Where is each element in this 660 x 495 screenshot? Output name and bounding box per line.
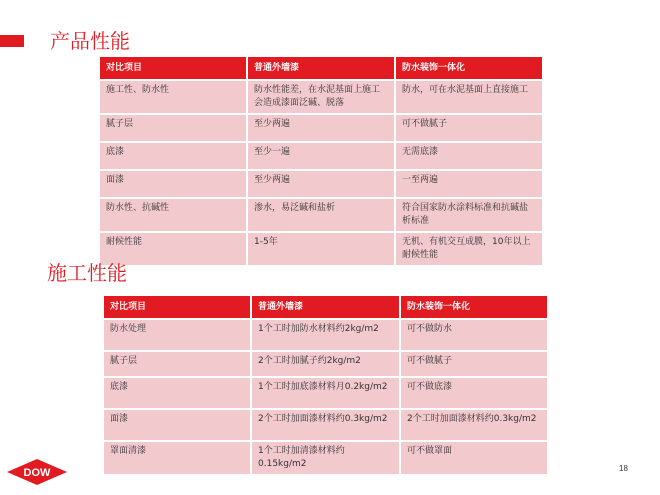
table-cell: 可不做防水 [401,320,547,350]
table-row [100,115,542,141]
table-cell: 可不做腻子 [396,115,542,141]
table-cell: 1-5年 [248,233,394,265]
column-header: 防水装饰一体化 [401,296,547,318]
table-cell: 面漆 [104,410,250,440]
table-row [104,320,547,350]
table-cell: 1个工时加清漆材料约0.15kg/m2 [252,442,399,474]
table-row [100,199,542,231]
section-title-construction-performance: 施工性能 [47,261,127,285]
table-cell: 符合国家防水涂料标准和抗碱盐析标准 [396,199,542,231]
table-cell: 底漆 [100,143,246,169]
table-cell: 至少两遍 [248,171,394,197]
table-cell: 可不做底漆 [401,378,547,408]
table-row [100,233,542,265]
table-cell: 底漆 [104,378,250,408]
section-title-product-performance: 产品性能 [50,29,130,53]
table-cell: 罩面清漆 [104,442,250,474]
column-header: 普通外墙漆 [252,296,399,318]
table-cell: 无需底漆 [396,143,542,169]
table-cell: 可不做罩面 [401,442,547,474]
product-performance-table [98,55,544,267]
table-row [104,352,547,376]
column-header: 对比项目 [100,57,246,79]
table-row [100,143,542,169]
table-cell: 1个工时加防水材料约2kg/m2 [252,320,399,350]
table-cell: 防水性、抗碱性 [100,199,246,231]
table-row [104,378,547,408]
table-cell: 一至两遍 [396,171,542,197]
table-cell: 耐候性能 [100,233,246,265]
table-cell: 2个工时加面漆材料约0.3kg/m2 [401,410,547,440]
table-cell: 可不做腻子 [401,352,547,376]
table-cell: 无机、有机交互成膜，10年以上耐候性能 [396,233,542,265]
column-header: 普通外墙漆 [248,57,394,79]
column-header: 防水装饰一体化 [396,57,542,79]
table-cell: 2个工时加腻子约2kg/m2 [252,352,399,376]
construction-performance-table [102,294,549,476]
accent-bar [0,35,24,47]
page-number: 18 [619,464,628,473]
table-cell: 腻子层 [100,115,246,141]
table-cell: 面漆 [100,171,246,197]
table-cell: 1个工时加底漆材料月0.2kg/m2 [252,378,399,408]
dow-logo [5,458,69,486]
table-cell: 腻子层 [104,352,250,376]
dow-logo-text: DOW [23,467,51,479]
table-cell: 至少两遍 [248,115,394,141]
column-header: 对比项目 [104,296,250,318]
table-header-row [104,296,547,318]
table-cell: 施工性、防水性 [100,81,246,113]
table-row [104,442,547,474]
table-header-row [100,57,542,79]
table-row [100,81,542,113]
table-cell: 防水处理 [104,320,250,350]
table-cell: 防水，可在水泥基面上直接施工 [396,81,542,113]
table-row [100,171,542,197]
table-row [104,410,547,440]
table-cell: 防水性能差，在水泥基面上施工会造成漆面泛碱、脱落 [248,81,394,113]
table-cell: 渗水，易泛碱和盐析 [248,199,394,231]
table-cell: 至少一遍 [248,143,394,169]
table-cell: 2个工时加面漆材料约0.3kg/m2 [252,410,399,440]
